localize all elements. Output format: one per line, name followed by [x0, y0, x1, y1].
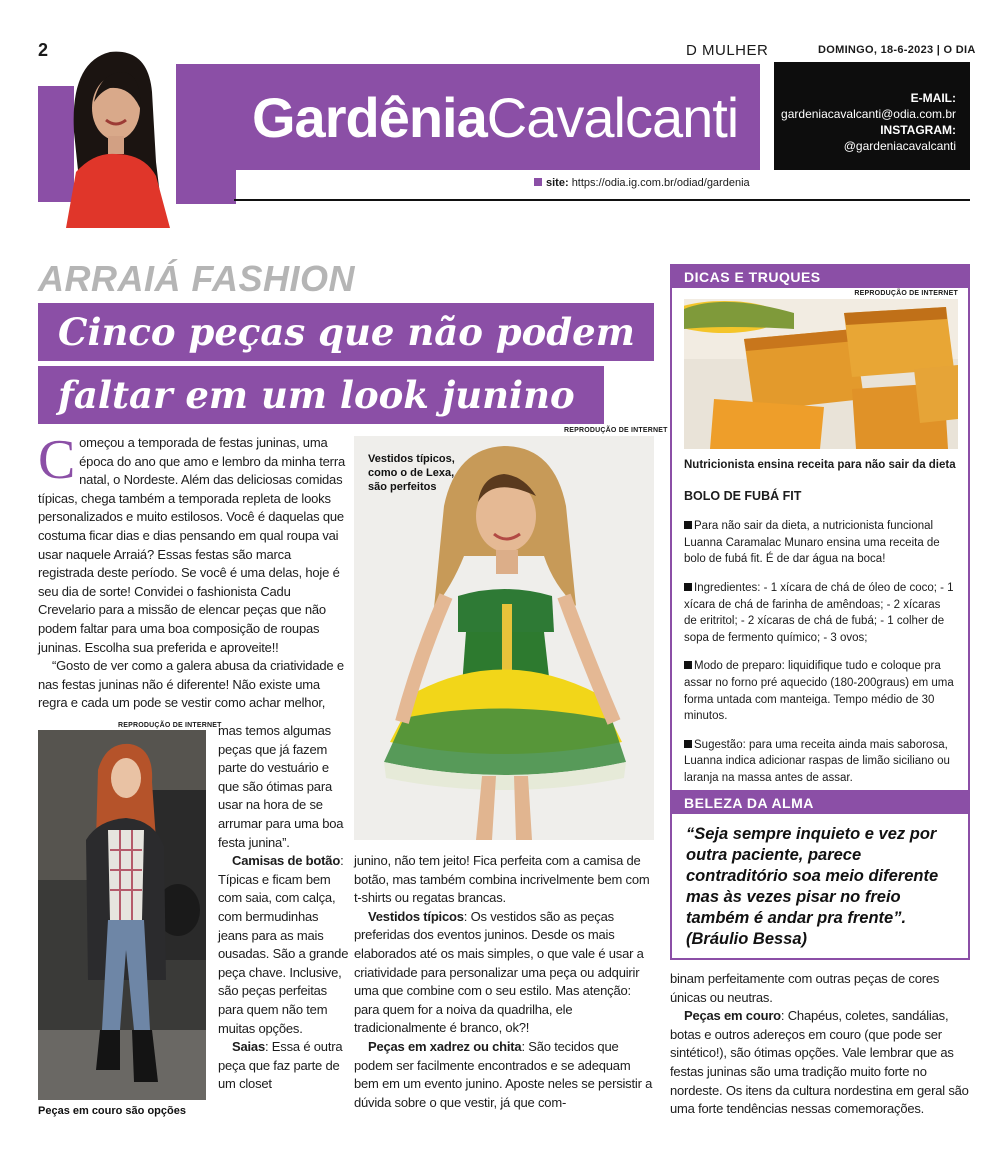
recipe-title: BOLO DE FUBÁ FIT [684, 488, 802, 503]
email-label: E-MAIL: [910, 91, 956, 105]
article-column-2 [354, 852, 654, 1112]
instagram-label: INSTAGRAM: [880, 123, 956, 137]
contact-box [774, 62, 970, 170]
bullet-icon [684, 583, 692, 591]
columnist-first-name: Gardênia [252, 85, 487, 149]
date: DOMINGO, 18-6-2023 [818, 44, 934, 56]
section-vestidos-text: : Os vestidos são as peças preferidas dos eventos juninos. Desde os mais elaborados até os mais simples, o que vale é usar a criatividade para personalizar uma peça ou adquirir uma que combine com o seu estilo. Mas atenção: para quem for a noiva da quadrilha, ele tradicionalmente é branco, ok?! [354, 908, 644, 1036]
quote-title: BELEZA DA ALMA [672, 792, 968, 814]
headline-line-2: faltar em um look junino [38, 366, 604, 424]
section-name: D MULHER [686, 42, 769, 59]
separator: | [936, 44, 941, 56]
page-number: 2 [38, 40, 49, 60]
bullet-icon [684, 661, 692, 669]
photo-festa-junina-dress [354, 436, 654, 840]
paragraph-xadrez-cont: binam perfeitamente com outras peças de cores únicas ou neutras. [670, 971, 940, 1005]
header-decor-wedge [176, 64, 236, 204]
section-xadrez-text: : São tecidos que podem ser facilmente encontrados e se adequam bem em um evento junino. Aposte neles se persistir a dúvida sobre o que vestir, já que com- [354, 1038, 653, 1110]
quote-box [670, 790, 970, 960]
paragraph-quote-start: “Gosto de ver como a galera abusa da criatividade e nas festas juninas não é diferente! Não existe uma regra e cada um pode se vestir como achar melhor, [38, 658, 344, 711]
section-camisas-text: : Típicas e ficam bem com saia, com calça, com bermudinhas jeans para as mais ousadas. São a grande peça chave. Inclusive, são peças perfeitas para quem não tem muitas opções. [218, 853, 349, 1036]
site-line [534, 177, 750, 189]
bullet-icon [684, 521, 692, 529]
columnist-portrait [44, 42, 178, 228]
site-url[interactable]: https://odia.ig.com.br/odiad/gardenia [571, 177, 750, 189]
columnist-name-banner [234, 64, 760, 170]
photo-corn-cake [684, 299, 958, 449]
instagram-handle[interactable]: @gardeniacavalcanti [843, 139, 956, 153]
recipe-ingredients: Ingredientes: - 1 xícara de chá de óleo de coco; - 1 xícara de chá de farinha de amêndoas; - 2 xícaras de eritritol; - 2 xícaras de chá de fubá; - 1 colher de sopa de fermento químico; - 3 ovos; [684, 581, 954, 644]
section-couro-text: : Chapéus, coletes, sandálias, botas e outros adereços em couro (que pode ser sintético!), são ótimas opções. Vale lembrar que as festas juninas são uma tradição muito forte no nordeste. Os itens da cultura nordestina em geral são uma forte tendências nessas comemorações. [670, 1008, 969, 1117]
section-vestidos-label: Vestidos típicos [368, 908, 464, 924]
drop-cap: C [38, 429, 76, 491]
tips-photo-caption: Nutricionista ensina receita para não sair da dieta [684, 459, 956, 471]
recipe-method: Modo de preparo: liquidifique tudo e coloque pra assar no forno pré aquecido (180-200graus) em uma forma untada com manteiga. Tempo médio de 30 minutos. [684, 660, 954, 723]
bullet-icon [684, 740, 692, 748]
article-kicker: ARRAIÁ FASHION [38, 258, 356, 299]
photo-credit-small: REPRODUÇÃO DE INTERNET [118, 722, 222, 729]
article-column-1b [218, 722, 350, 1094]
article-column-1 [38, 429, 350, 713]
photo-dress-caption: Vestidos típicos, como o de Lexa, são perfeitos [368, 453, 455, 493]
section-saias-label: Saias [232, 1039, 265, 1055]
paragraph-saias-cont: junino, não tem jeito! Fica perfeita com a camisa de botão, mas também combina incrivelmente bem com t-shirts ou regatas brancas. [354, 853, 650, 906]
header-rule [234, 199, 970, 201]
section-saias-text: : Essa é outra peça que faz parte de um closet [218, 1039, 343, 1092]
paragraph-quote-end: mas temos algumas peças que já fazem parte do vestuário e que são ótimas para usar na hora de se arrumar para uma boa festa junina”. [218, 723, 344, 850]
recipe-intro: Para não sair da dieta, a nutricionista funcional Luanna Caramalac Munaro ensina uma receita de bolo de fubá fit. É de dar água na boca! [684, 520, 940, 566]
site-bullet-icon [534, 178, 542, 186]
photo-credit-main: REPRODUÇÃO DE INTERNET [564, 427, 668, 434]
recipe-tip: Sugestão: para uma receita ainda mais saborosa, Luanna indica adicionar raspas de limão siciliano ou laranja na massa antes de assar. [684, 738, 950, 784]
headline-line-1: Cinco peças que não podem [38, 303, 654, 361]
email-address[interactable]: gardeniacavalcanti@odia.com.br [781, 107, 956, 121]
tips-photo-credit: REPRODUÇÃO DE INTERNET [854, 290, 958, 297]
quote-author: (Bráulio Bessa) [686, 930, 808, 948]
tips-sidebar [670, 264, 970, 804]
tips-title: DICAS E TRUQUES [672, 266, 968, 288]
columnist-last-name: Cavalcanti [486, 85, 739, 149]
section-couro-label: Peças em couro [684, 1008, 781, 1024]
section-xadrez-label: Peças em xadrez ou chita [368, 1038, 522, 1054]
dateline [818, 44, 976, 56]
paragraph-intro: omeçou a temporada de festas juninas, uma época do ano que amo e lembro da minha terra natal, o Nordeste. Além das deliciosas comidas típicas, chega também a temporada repleta de looks personalizados e muito estilosos. Você é daquelas que costuma ficar dias e dias pensando em qual roupa vai usar naquele Arraiá? Essas festas são marca registrada deste período. Se você é uma delas, hoje é seu dia de sorte! Convidei o fashionista Cadu Crevelario para a missão de elencar peças que não podem faltar para uma boa composição de roupas juninas. Escolha sua preferida e aproveite!! [38, 435, 345, 655]
quote-text: “Seja sempre inquieto e vez por outra paciente, parece contraditório soa meio diferente mas às vezes pisar no freio também é andar pra frente”. [686, 825, 939, 927]
site-label: site: [546, 177, 569, 189]
photo-leather-caption: Peças em couro são opções [38, 1105, 186, 1117]
publication-name: O DIA [943, 44, 976, 56]
article-column-3 [670, 970, 970, 1119]
photo-leather-outfit [38, 730, 206, 1100]
section-camisas-label: Camisas de botão [232, 853, 341, 869]
